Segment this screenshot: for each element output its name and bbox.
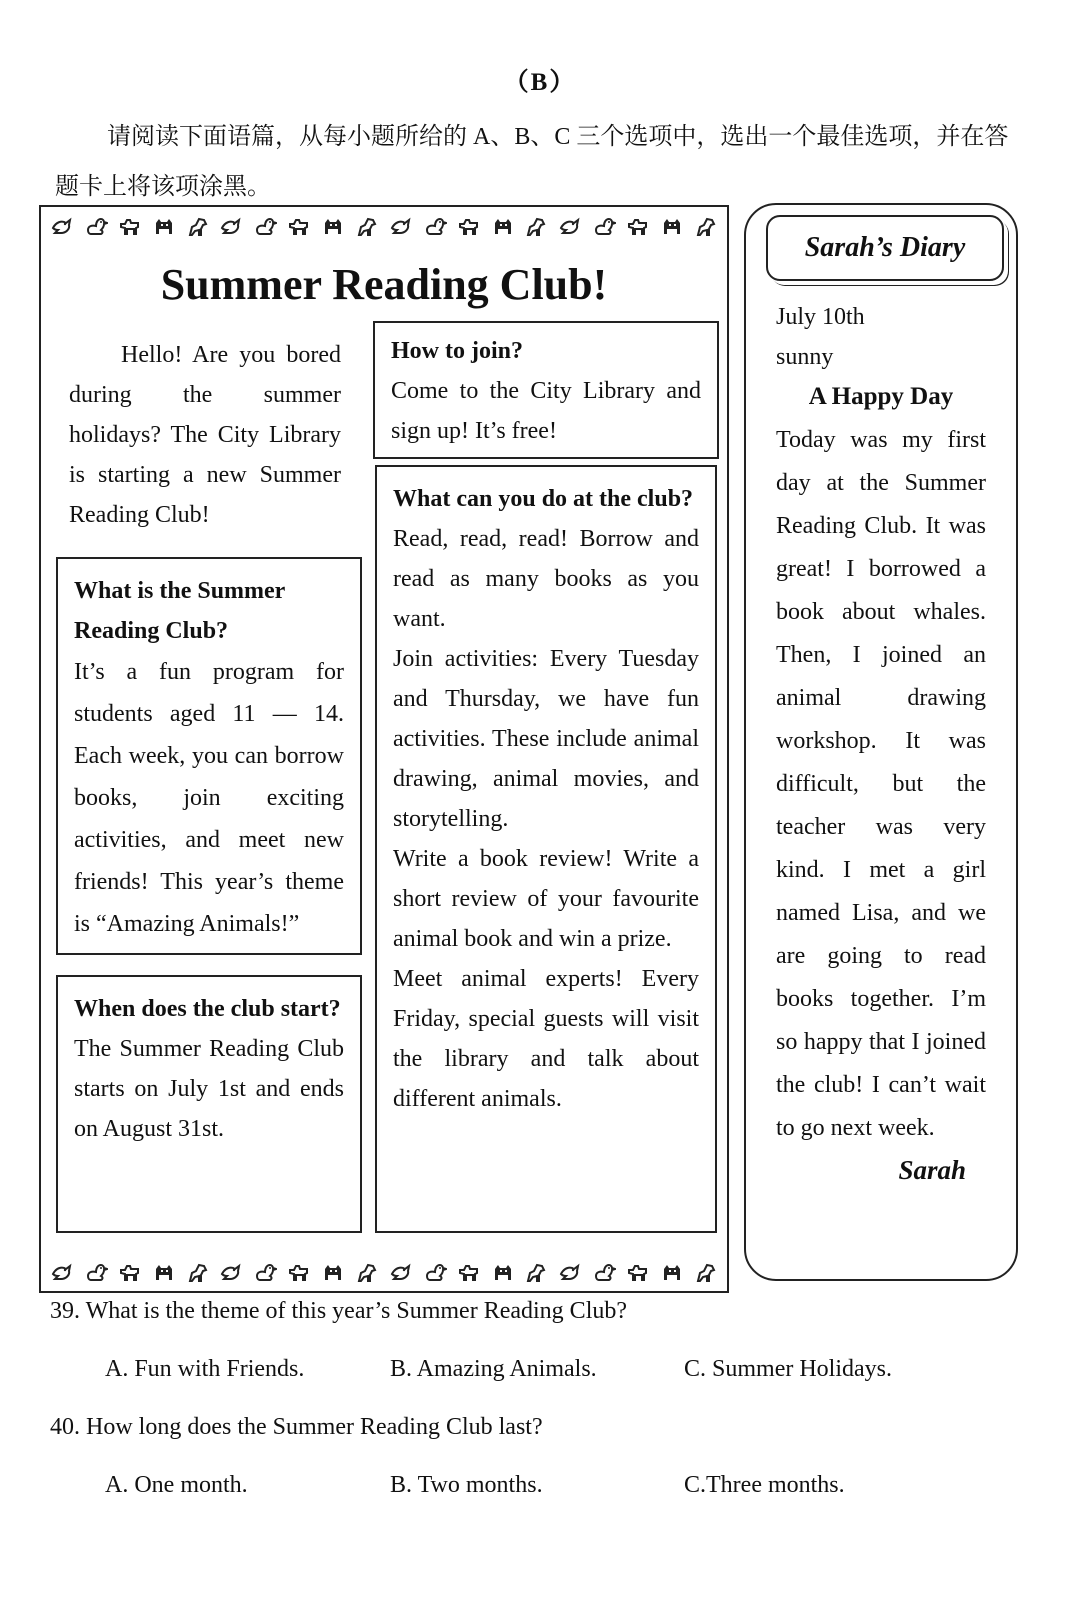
instructions-text: 请阅读下面语篇，从每小题所给的 A、B、C 三个选项中，选出一个最佳选项，并在答题卡上将该项涂黑。 [55,124,1009,200]
horse-icon [355,214,379,238]
dog-icon [118,1260,142,1284]
duck-icon [253,1260,277,1284]
diary-date: July 10th [776,304,865,330]
diary-body: Today was my first day at the Summer Reading Club. It was great! I borrowed a book about whales. Then, I joined an animal drawing workshop. It was difficult, but the teacher was very kind. I met a girl named Lisa, and we are going to read books together. I’m so happy that I joined the club! I can’t wait to go next week. [776,427,986,1141]
poster-border-bottom [45,1255,723,1289]
question-40-option-a[interactable]: A. One month. [105,1472,248,1498]
bird-icon [558,214,582,238]
question-39-option-a[interactable]: A. Fun with Friends. [105,1356,305,1382]
what-can-do-paragraph: Meet animal experts! Every Friday, special guests will visit the library and talk about different animals. [393,966,699,1112]
what-can-do-paragraph: Read, read, read! Borrow and read as many books as you want. [393,526,699,632]
diary-heading: A Happy Day [808,383,954,410]
reading-club-poster [39,205,729,1293]
duck-icon [592,214,616,238]
dog-icon [287,214,311,238]
when-start-body: The Summer Reading Club starts on July 1st and ends on August 31st. [74,1036,344,1142]
how-to-join-heading: How to join? [391,338,523,364]
duck-icon [423,214,447,238]
how-to-join-box [373,321,719,459]
horse-icon [524,214,548,238]
what-can-do-heading: What can you do at the club? [393,486,694,512]
instructions [55,112,1015,212]
what-is-club-heading: What is the Summer Reading Club? [74,578,285,644]
dog-icon [287,1260,311,1284]
dog-icon [118,214,142,238]
duck-icon [84,214,108,238]
when-start-heading: When does the club start? [74,996,341,1022]
cat-icon [321,214,345,238]
poster-intro-text: Hello! Are you bored during the summer holidays? The City Library is starting a new Summer Reading Club! [69,342,341,528]
poster-intro [69,335,341,535]
sarahs-diary [744,203,1018,1281]
horse-icon [355,1260,379,1284]
question-40-option-c[interactable]: C.Three months. [684,1472,845,1498]
when-start-box [56,975,362,1233]
cat-icon [152,1260,176,1284]
bird-icon [50,214,74,238]
question-39-option-c[interactable]: C. Summer Holidays. [684,1356,892,1382]
diary-signature: Sarah [898,1155,966,1185]
duck-icon [84,1260,108,1284]
what-is-club-box [56,557,362,955]
bird-icon [50,1260,74,1284]
section-label: （B） [503,69,577,96]
poster-border-top [45,209,723,243]
what-can-do-paragraph: Join activities: Every Tuesday and Thursday, we have fun activities. These include animal drawing, animal movies, and storytelling. [393,646,699,832]
horse-icon [694,1260,718,1284]
cat-icon [321,1260,345,1284]
bird-icon [389,214,413,238]
cat-icon [660,214,684,238]
cat-icon [660,1260,684,1284]
diary-content [776,297,986,1190]
question-40: 40. How long does the Summer Reading Club last? [50,1414,543,1440]
poster-title: Summer Reading Club! [160,260,608,309]
bird-icon [219,1260,243,1284]
duck-icon [253,214,277,238]
cat-icon [491,1260,515,1284]
how-to-join-body: Come to the City Library and sign up! It’s free! [391,378,701,444]
bird-icon [219,214,243,238]
horse-icon [186,1260,210,1284]
what-can-do-paragraph: Write a book review! Write a short review of your favourite animal book and win a prize. [393,846,699,952]
question-40-option-b[interactable]: B. Two months. [390,1472,543,1498]
horse-icon [694,214,718,238]
what-can-do-box [375,465,717,1233]
dog-icon [626,1260,650,1284]
question-39-option-b[interactable]: B. Amazing Animals. [390,1356,597,1382]
diary-title: Sarah’s Diary [804,232,966,263]
duck-icon [423,1260,447,1284]
duck-icon [592,1260,616,1284]
bird-icon [558,1260,582,1284]
what-is-club-body: It’s a fun program for students aged 11 — 14. Each week, you can borrow books, join exciting activities, and meet new friends! This year’s theme is “Amazing Animals!” [74,659,344,937]
dog-icon [626,214,650,238]
bird-icon [389,1260,413,1284]
horse-icon [524,1260,548,1284]
cat-icon [491,214,515,238]
dog-icon [457,214,481,238]
cat-icon [152,214,176,238]
diary-weather: sunny [776,344,834,370]
dog-icon [457,1260,481,1284]
diary-title-box [766,215,1004,281]
horse-icon [186,214,210,238]
question-39: 39. What is the theme of this year’s Summer Reading Club? [50,1298,628,1324]
